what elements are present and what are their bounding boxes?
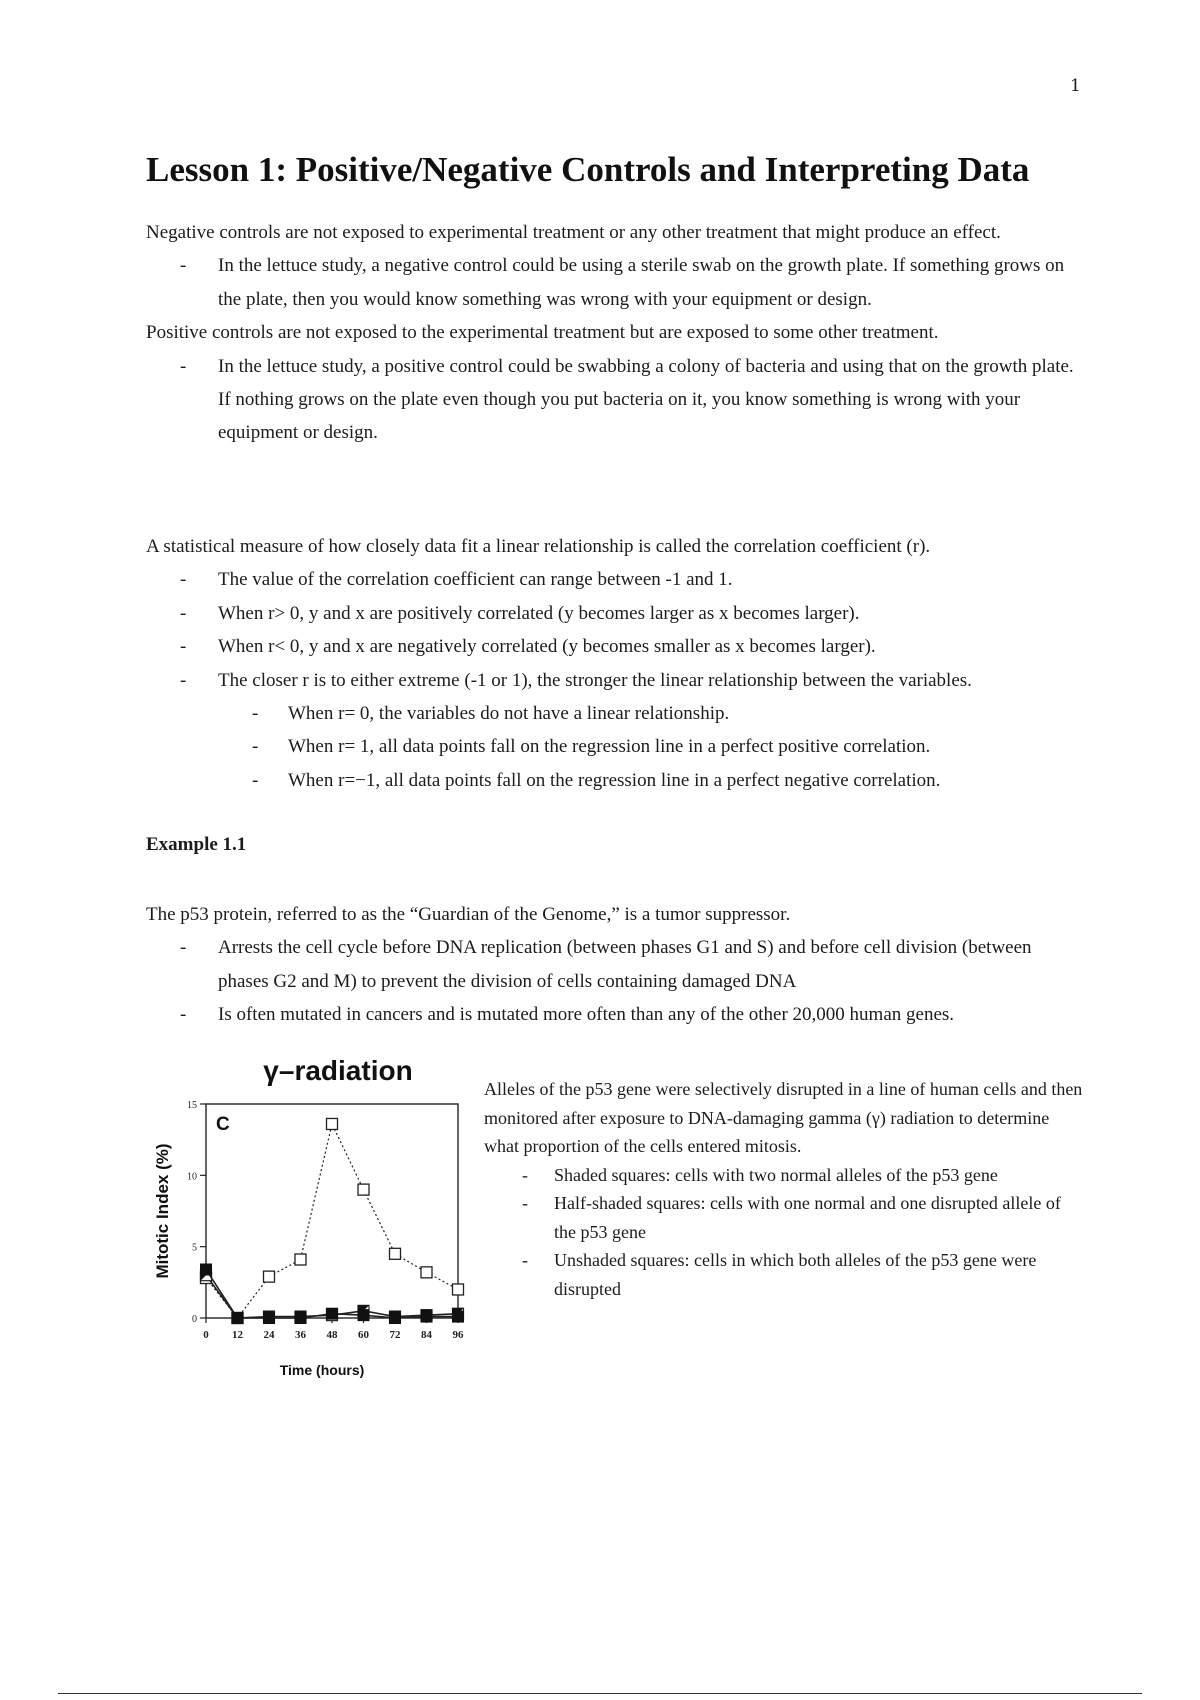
list-item <box>146 664 1086 697</box>
data-point-shaded <box>264 1313 275 1324</box>
list-item <box>484 1189 1084 1246</box>
list-item <box>146 597 1086 630</box>
data-point-unshaded <box>327 1118 338 1129</box>
x-tick-label: 72 <box>389 1329 401 1341</box>
bullet-dash: - <box>180 569 187 591</box>
data-point-shaded <box>358 1310 369 1321</box>
list-item <box>146 249 1086 316</box>
example-heading: Example 1.1 <box>146 834 247 855</box>
p53-bullet: Is often mutated in cancers and is mutated more often than any of the other 20,000 human genes. <box>218 1004 955 1026</box>
y-tick-label: 10 <box>187 1171 197 1183</box>
list-item <box>146 931 1086 998</box>
legend-item-shaded: Shaded squares: cells with two normal alleles of the p53 gene <box>554 1164 998 1185</box>
series-line-1 <box>206 1124 458 1318</box>
list-item <box>146 730 1086 763</box>
x-tick-label: 36 <box>295 1329 306 1341</box>
chart-title: γ–radiation <box>263 1055 413 1086</box>
bullet-dash: - <box>252 703 259 725</box>
data-point-shaded <box>295 1313 306 1324</box>
correlation-intro: A statistical measure of how closely data fit a linear relationship is called the correlation coefficient (r). <box>146 536 931 557</box>
x-tick-label: 48 <box>326 1329 338 1341</box>
chart-svg <box>148 1040 478 1390</box>
x-tick-label: 0 <box>203 1329 209 1341</box>
correlation-sub-bullet: When r=−1, all data points fall on the regression line in a perfect negative correlation. <box>288 769 941 791</box>
x-tick-label: 24 <box>263 1329 275 1341</box>
list-item <box>146 998 1086 1031</box>
data-point-unshaded <box>358 1184 369 1195</box>
data-point-unshaded <box>453 1284 464 1295</box>
plot-frame <box>206 1104 458 1318</box>
correlation-bullet: When r> 0, y and x are positively correlated (y becomes larger as x becomes larger). <box>218 602 860 624</box>
data-point-unshaded <box>295 1254 306 1265</box>
bullet-dash: - <box>180 255 187 277</box>
correlation-sub-bullet: When r= 1, all data points fall on the regression line in a perfect positive correlation. <box>288 736 931 758</box>
x-tick-label: 96 <box>452 1329 464 1341</box>
x-tick-label: 60 <box>358 1329 369 1341</box>
y-tick-label: 0 <box>192 1314 197 1325</box>
data-point-unshaded <box>390 1248 401 1259</box>
correlation-bullet: The value of the correlation coefficient can range between -1 and 1. <box>218 569 733 591</box>
positive-control-intro: Positive controls are not exposed to the experimental treatment but are exposed to some other treatment. <box>146 322 939 344</box>
data-point-shaded <box>232 1313 243 1324</box>
data-point-shaded <box>327 1308 338 1319</box>
correlation-bullet: The closer r is to either extreme (-1 or 1), the stronger the linear relationship between the variables. <box>218 669 972 691</box>
p53-intro: The p53 protein, referred to as the “Guardian of the Genome,” is a tumor suppressor. <box>146 904 791 925</box>
x-tick-label: 12 <box>232 1329 243 1341</box>
bullet-dash: - <box>180 1004 187 1026</box>
x-axis-label: Time (hours) <box>279 1362 365 1378</box>
list-item <box>484 1246 1084 1303</box>
p53-section <box>146 898 1086 1032</box>
data-point-shaded <box>201 1264 212 1275</box>
mitotic-index-chart <box>148 1040 478 1390</box>
correlation-sub-bullet: When r= 0, the variables do not have a linear relationship. <box>288 703 730 725</box>
bullet-dash: - <box>252 736 259 758</box>
list-item <box>484 1161 1084 1190</box>
figure-caption <box>484 1075 1084 1303</box>
bullet-dash: - <box>180 602 187 624</box>
figure-description: Alleles of the p53 gene were selectively disrupted in a line of human cells and then monitored after exposure to DNA-damaging gamma (γ) radiation to determine what proportion of the cells entered mitosis. <box>484 1079 1083 1156</box>
data-point-shaded <box>390 1313 401 1324</box>
data-point-unshaded <box>421 1267 432 1278</box>
list-item <box>146 764 1086 797</box>
list-item <box>146 630 1086 663</box>
page-title: Lesson 1: Positive/Negative Controls and Interpreting Data <box>146 150 1030 189</box>
bullet-dash: - <box>180 937 187 959</box>
bullet-dash: - <box>180 355 187 377</box>
bullet-dash: - <box>522 1250 528 1270</box>
positive-control-example: In the lettuce study, a positive control could be swabbing a colony of bacteria and using that on the growth plate. If nothing grows on the plate even though you put bacteria on it, you know something is wrong with your equipment or design. <box>218 355 1074 444</box>
y-tick-label: 5 <box>192 1242 197 1254</box>
list-item <box>146 563 1086 596</box>
list-item <box>146 697 1086 730</box>
x-tick-label: 84 <box>421 1329 432 1341</box>
bullet-dash: - <box>522 1193 528 1213</box>
p53-bullet: Arrests the cell cycle before DNA replication (between phases G1 and S) and before cell division (between phases G2 and M) to prevent the division of cells containing damaged DNA <box>218 937 1032 992</box>
y-axis-label: Mitotic Index (%) <box>153 1143 172 1279</box>
negative-control-intro: Negative controls are not exposed to experimental treatment or any other treatment that might produce an effect. <box>146 222 1001 243</box>
data-point-shaded <box>453 1311 464 1322</box>
legend-item-half-shaded: Half-shaded squares: cells with one normal and one disrupted allele of the p53 gene <box>554 1193 1061 1242</box>
bullet-dash: - <box>522 1164 528 1185</box>
negative-control-example: In the lettuce study, a negative control could be using a sterile swab on the growth plate. If something grows on the plate, then you would know something was wrong with your equipment or design. <box>218 255 1065 310</box>
data-point-shaded <box>421 1311 432 1322</box>
correlation-bullet: When r< 0, y and x are negatively correlated (y becomes smaller as x becomes larger). <box>218 636 876 658</box>
correlation-section <box>146 530 1086 797</box>
data-point-unshaded <box>264 1271 275 1282</box>
y-tick-label: 15 <box>187 1100 197 1111</box>
list-item <box>146 350 1086 450</box>
footer-rule <box>58 1693 1142 1694</box>
page-number: 1 <box>1070 76 1081 96</box>
bullet-dash: - <box>180 636 187 658</box>
bullet-dash: - <box>252 769 259 791</box>
controls-section <box>146 216 1086 450</box>
legend-item-unshaded: Unshaded squares: cells in which both alleles of the p53 gene were disrupted <box>554 1250 1037 1299</box>
bullet-dash: - <box>180 669 187 691</box>
panel-label: C <box>216 1114 230 1135</box>
